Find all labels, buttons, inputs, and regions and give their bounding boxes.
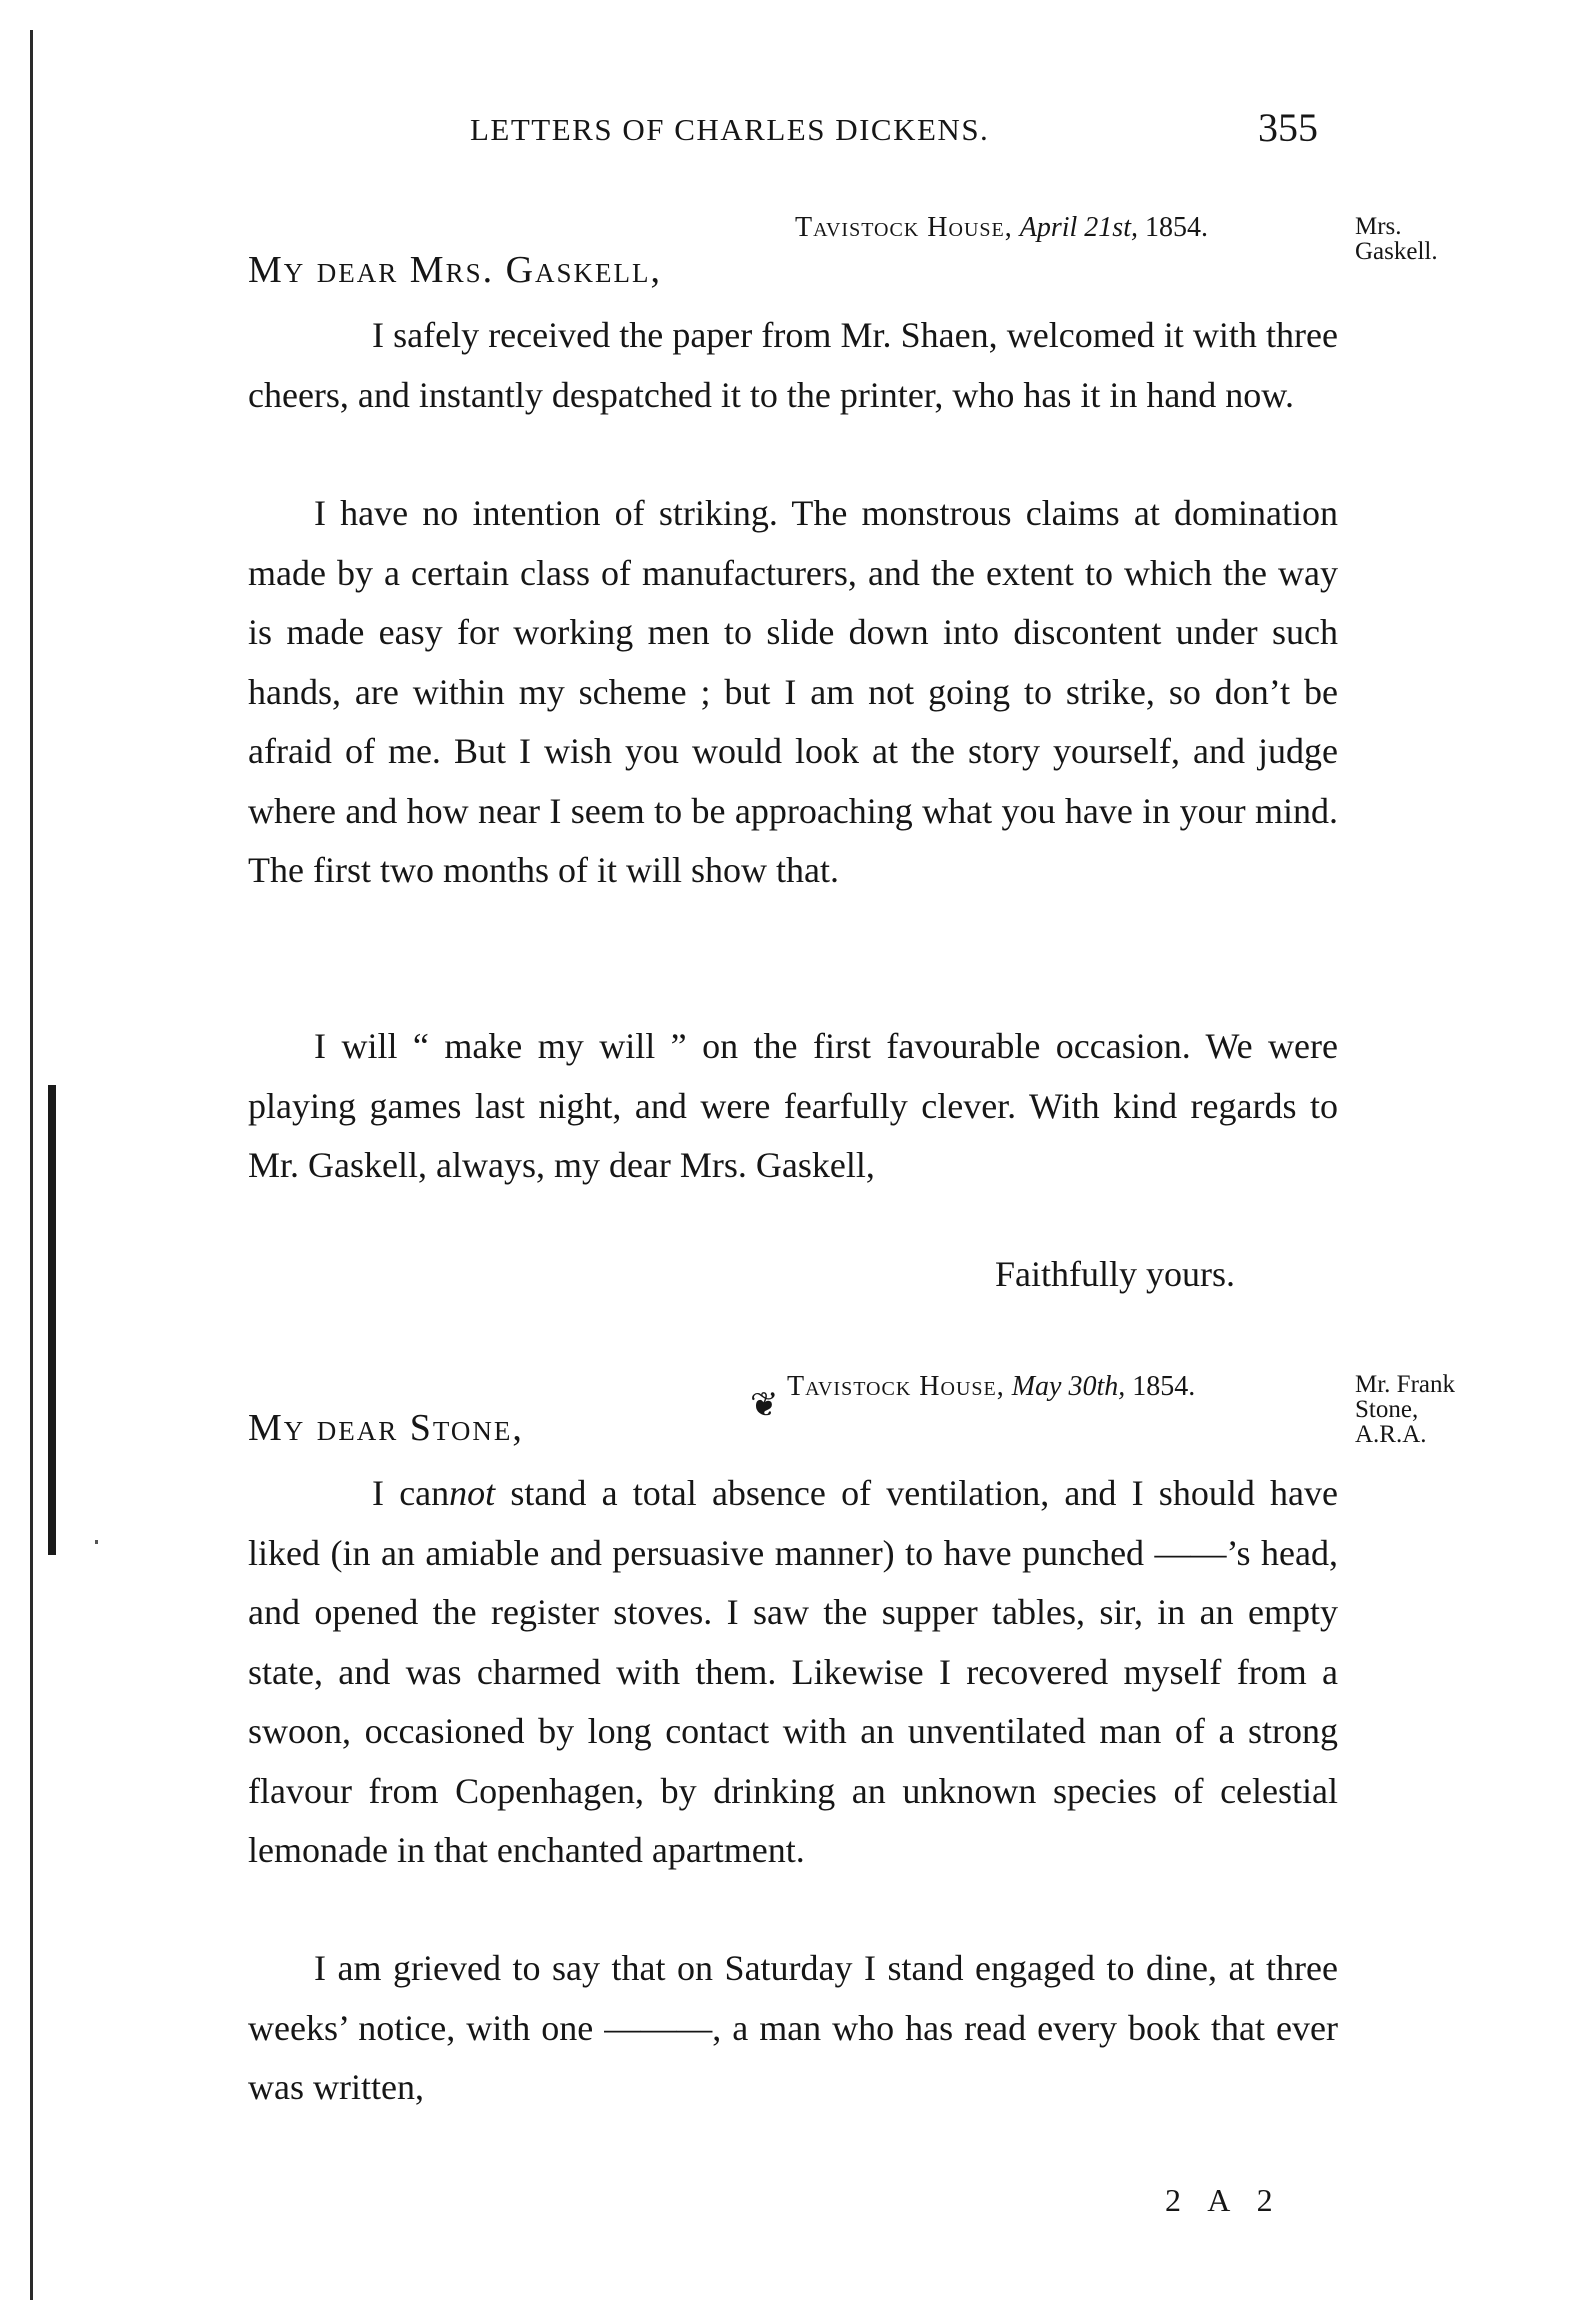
- letter2-margin-line1: Mr. Frank: [1355, 1371, 1455, 1398]
- letter1-date: April 21st,: [1019, 212, 1138, 243]
- letter2-margin-note: [1355, 1372, 1455, 1447]
- letter1-margin-line2: Gaskell.: [1355, 238, 1438, 265]
- signature-mark: 2 A 2: [1165, 2182, 1283, 2218]
- binding-shadow: [48, 1085, 56, 1555]
- letter1-dateline: [795, 212, 1208, 244]
- letter2-salutation-text: My dear Stone,: [248, 1407, 524, 1449]
- letter1-signoff: Faithfully yours.: [995, 1254, 1235, 1294]
- letter2-date: May 30th,: [1011, 1371, 1126, 1402]
- letter1-paragraph-2: I have no intention of striking. The monstrous claims at domination made by a certain class of manufacturers, and the extent to which the way is made easy for working men to slide down into discontent under such hands, are within my scheme ; but I am not going to strike, so don’t be afraid of me. But I wish you would look at the story yourself, and judge where and how near I seem to be approaching what you have in your mind. The first two months of it will show that.: [248, 493, 1338, 890]
- stray-mark: ❦: [750, 1387, 779, 1424]
- letter2-p1-start: I can: [372, 1473, 450, 1513]
- letter2-margin-line3: A.R.A.: [1355, 1421, 1427, 1448]
- letter2-p1-italic: not: [449, 1473, 496, 1513]
- letter1-salutation: [248, 248, 662, 292]
- letter1-paragraph-3: I will “ make my will ” on the first favourable occasion. We were playing games last night, and were fearfully clever. With kind regards to Mr. Gaskell, always, my dear Mrs. Gaskell,: [248, 1026, 1338, 1185]
- page-edge-line: [30, 30, 33, 2300]
- letter2-paragraph-2: I am grieved to say that on Saturday I stand engaged to dine, at three weeks’ notice, with one ———, a man who has read every book that ever was written,: [248, 1948, 1338, 2107]
- letter1-salutation-text: My dear Mrs. Gaskell,: [248, 249, 663, 291]
- letter2-year: 1854.: [1132, 1371, 1196, 1402]
- letter2-salutation: [248, 1406, 524, 1450]
- letter1-margin-note: [1355, 214, 1438, 264]
- running-head: LETTERS OF CHARLES DICKENS.: [470, 112, 990, 147]
- letter1-place: Tavistock House,: [795, 212, 1013, 243]
- letter1-year: 1854.: [1144, 212, 1208, 243]
- letter1-margin-line1: Mrs.: [1355, 213, 1402, 240]
- page-speck: [95, 1540, 98, 1544]
- letter2-margin-line2: Stone,: [1355, 1396, 1419, 1423]
- letter2-place: Tavistock House,: [787, 1371, 1005, 1402]
- letter2-paragraph-1: [248, 1464, 1338, 1881]
- letter2-dateline: [787, 1371, 1195, 1403]
- letter1-paragraph-1: I safely received the paper from Mr. Shaen, welcomed it with three cheers, and instantly despatched it to the printer, who has it in hand now.: [248, 315, 1338, 415]
- page-number: 355: [1258, 105, 1318, 150]
- letter2-p1-rest: stand a total absence of ventilation, and I should have liked (in an amiable and persuasive manner) to have punched ——’s head, and opened the register stoves. I saw the supper tables, sir, in an empty state, and was charmed with them. Likewise I recovered myself from a swoon, occasioned by long contact with an unventilated man of a strong flavour from Copenhagen, by drinking an unknown species of celestial lemonade in that enchanted apartment.: [248, 1473, 1338, 1870]
